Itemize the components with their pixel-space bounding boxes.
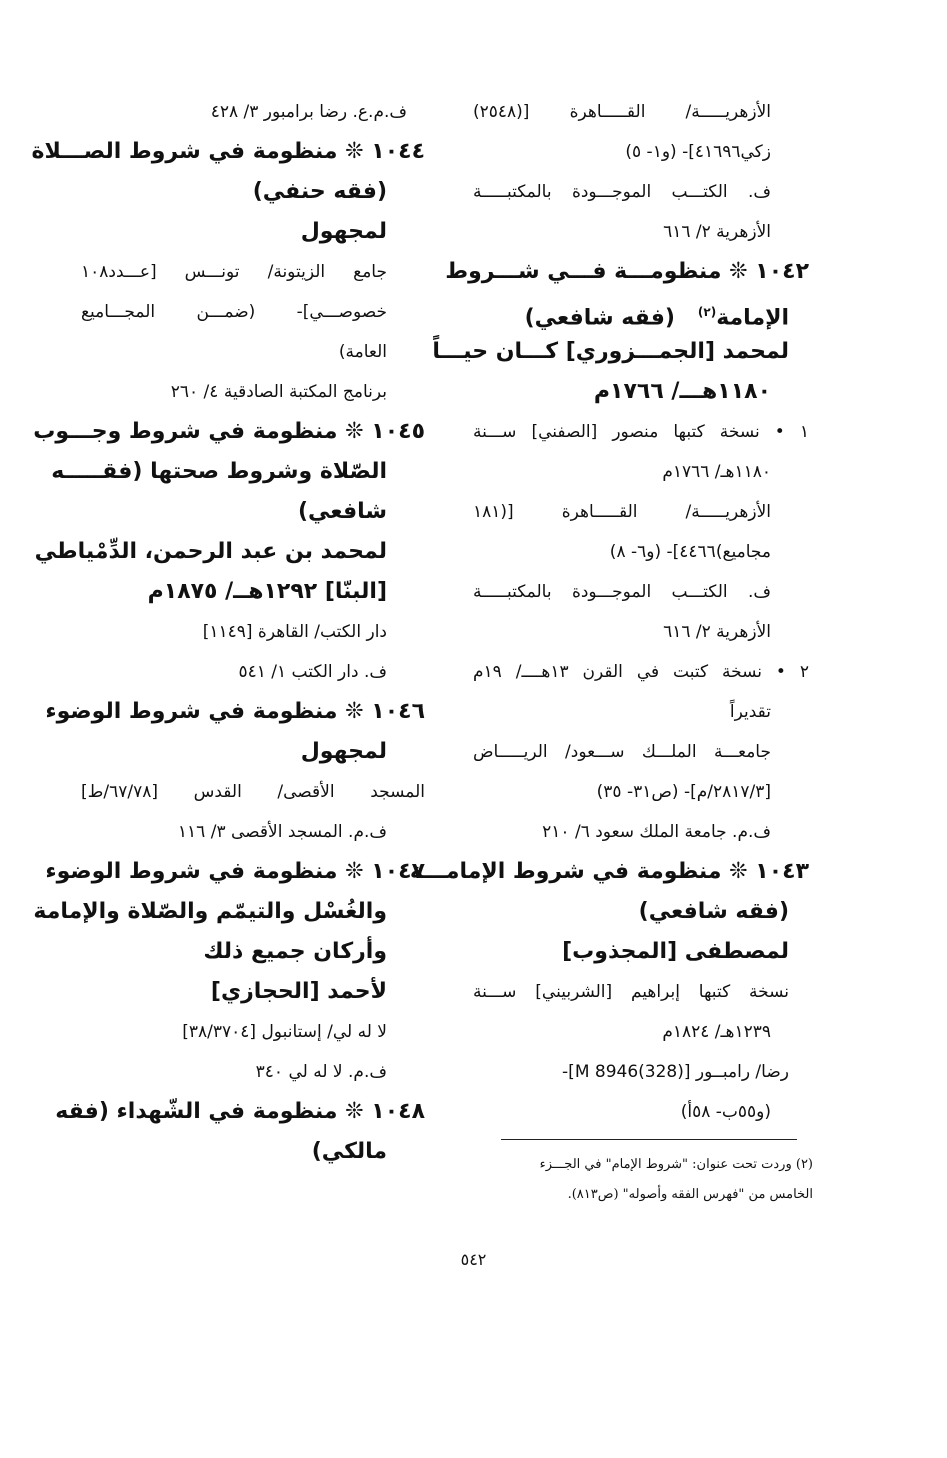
entry-1045-title: ١٠٤٥ ❊ منظومة في شروط وجـــوب	[33, 419, 425, 444]
entry-1042-author: لمحمد [الجمـــزوري] كـــان حيـــاً	[432, 339, 789, 364]
holding-shelfmark: زكي٤١٦٩٦]- (و١- ٥)	[625, 142, 771, 162]
copy-2-location: جامعـــة الملـــك ســـعود/ الريـــــاض	[473, 742, 771, 762]
entry-1045-catalog: ف. دار الكتب ١/ ٥٤١	[238, 662, 387, 682]
footnote-divider	[501, 1139, 797, 1140]
entry-1043-title: ١٠٤٣ ❊ منظومة في شروط الإمامـــة	[409, 859, 809, 884]
entry-1042-title: ١٠٤٢ ❊ منظومـــة فـــي شـــروط	[445, 259, 809, 284]
copy-1-catalog: ف. الكتـــب الموجـــودة بالمكتبـــــة	[473, 582, 771, 602]
entry-1043-folios: (و٥٥ب- ٥٨أ)	[680, 1102, 771, 1122]
copy-2-catalog: ف.م. جامعة الملك سعود ٦/ ٢١٠	[542, 822, 771, 842]
entry-1045-title-cont: الصّلاة وشروط صحتها (فقـــــه	[51, 459, 387, 484]
entry-1048-title: ١٠٤٨ ❊ منظومة في الشّهداء (فقه	[55, 1099, 425, 1124]
entry-1043-date: ١٢٣٩هـ/ ١٨٢٤م	[662, 1022, 771, 1042]
footnote	[473, 1150, 813, 1210]
entry-1047-author: لأحمد [الحجازي]	[210, 979, 387, 1004]
entry-1043-author: لمصطفى [المجذوب]	[562, 939, 789, 964]
entry-1047-title-cont: والغُسْل والتيمّم والصّلاة والإمامة	[33, 899, 387, 924]
entry-1045-location: دار الكتب/ القاهرة [١١٤٩]	[202, 622, 387, 642]
copy-1-catalog-page: الأزهرية ٢/ ٦١٦	[663, 622, 771, 642]
copy-2-shelfmark: [٢٨١٧/٣/م]- (ص٣١- ٣٥)	[596, 782, 771, 802]
entry-1044-subject: (فقه حنفي)	[252, 179, 387, 204]
entry-1046-catalog: ف.م. المسجد الأقصى ٣/ ١١٦	[177, 822, 387, 842]
entry-1045-date: [البنّا] ١٢٩٢هــ/ ١٨٧٥م	[147, 579, 387, 604]
footnote-line: الخامس من "فهرس الفقه وأصوله" (ص٨١٣).	[567, 1187, 813, 1202]
entry-1047-catalog: ف.م. لا له لي ٣٤٠	[255, 1062, 387, 1082]
entry-1044-author: لمجهول	[300, 219, 387, 244]
entry-1045-subject: شافعي)	[297, 499, 387, 524]
left-column	[31, 92, 425, 1172]
entry-1046-location: المسجد الأقصى/ القدس [٦٧/٧٨/ط]	[81, 782, 425, 802]
entry-1042-title-word: الإمامة	[716, 305, 789, 331]
footnote-marker: (٢)	[697, 305, 717, 319]
copy-2-estimate: تقديراً	[729, 702, 771, 722]
right-column	[409, 92, 809, 1132]
catalog-reference: ف. الكتـــب الموجـــودة بالمكتبـــــة	[473, 182, 771, 202]
copy-2-description: ٢ • نسخة كتبت في القرن ١٣هــــ/ ١٩م	[473, 662, 809, 682]
copy-1-location: الأزهريـــــة/ القـــــاهرة [(١٨١	[473, 502, 771, 522]
footnote-line: (٢) وردت تحت عنوان: "شروط الإمام" في الجـــزء	[539, 1157, 813, 1172]
entry-1045-author: لمحمد بن عبد الرحمن، الدِّمْياطي	[34, 539, 387, 564]
entry-1042-title-cont	[473, 292, 809, 332]
entry-1047-title-end: وأركان جميع ذلك	[203, 939, 387, 964]
entry-1044-title: ١٠٤٤ ❊ منظومة في شروط الصـــلاة	[31, 139, 425, 164]
entry-1044-catalog: برنامج المكتبة الصادقية ٤/ ٢٦٠	[170, 382, 387, 402]
entry-1046-author: لمجهول	[300, 739, 387, 764]
entry-1044-location: جامع الزيتونة/ تونـــس [عـــدد١٠٨	[81, 262, 387, 282]
entry-1048-subject: مالكي)	[311, 1139, 387, 1164]
entry-1047-title: ١٠٤٧ ❊ منظومة في شروط الوضوء	[45, 859, 425, 884]
entry-1047-location: لا له لي/ إستانبول [٣٨/٣٧٠٤]	[182, 1022, 387, 1042]
holding-location: الأزهريـــــة/ القـــــاهرة [(٢٥٤٨)	[473, 102, 771, 122]
copy-1-description: ١ • نسخة كتبها منصور [الصفني] ســـنة	[473, 422, 809, 442]
entry-1042-subject: (فقه شافعي)	[524, 305, 675, 331]
entry-1042-date: ١١٨٠هـــ/ ١٧٦٦م	[593, 379, 771, 404]
catalog-reference-page: الأزهرية ٢/ ٦١٦	[663, 222, 771, 242]
copy-1-shelfmark: مجاميع)٤٤٦٦]- (و٦- ٨)	[609, 542, 771, 562]
copy-1-date: ١١٨٠هـ/ ١٧٦٦م	[662, 462, 771, 482]
entry-1044-shelfmark-cont: العامة)	[338, 342, 387, 362]
entry-1043-location: رضا/ رامبــور [M 8946(328)]-	[562, 1062, 789, 1082]
catalog-reference: ف.م.ع. رضا برامبور ٣/ ٤٢٨	[210, 102, 407, 122]
entry-1046-title: ١٠٤٦ ❊ منظومة في شروط الوضوء	[45, 699, 425, 724]
entry-1043-copy: نسخة كتبها إبراهيم [الشربيني] ســـنة	[473, 982, 789, 1002]
page-number: ٥٤٢	[460, 1250, 487, 1269]
entry-1044-shelfmark: خصوصـــي]- (ضمـــن المجـــاميع	[81, 302, 387, 322]
entry-1043-subject: (فقه شافعي)	[638, 899, 789, 924]
